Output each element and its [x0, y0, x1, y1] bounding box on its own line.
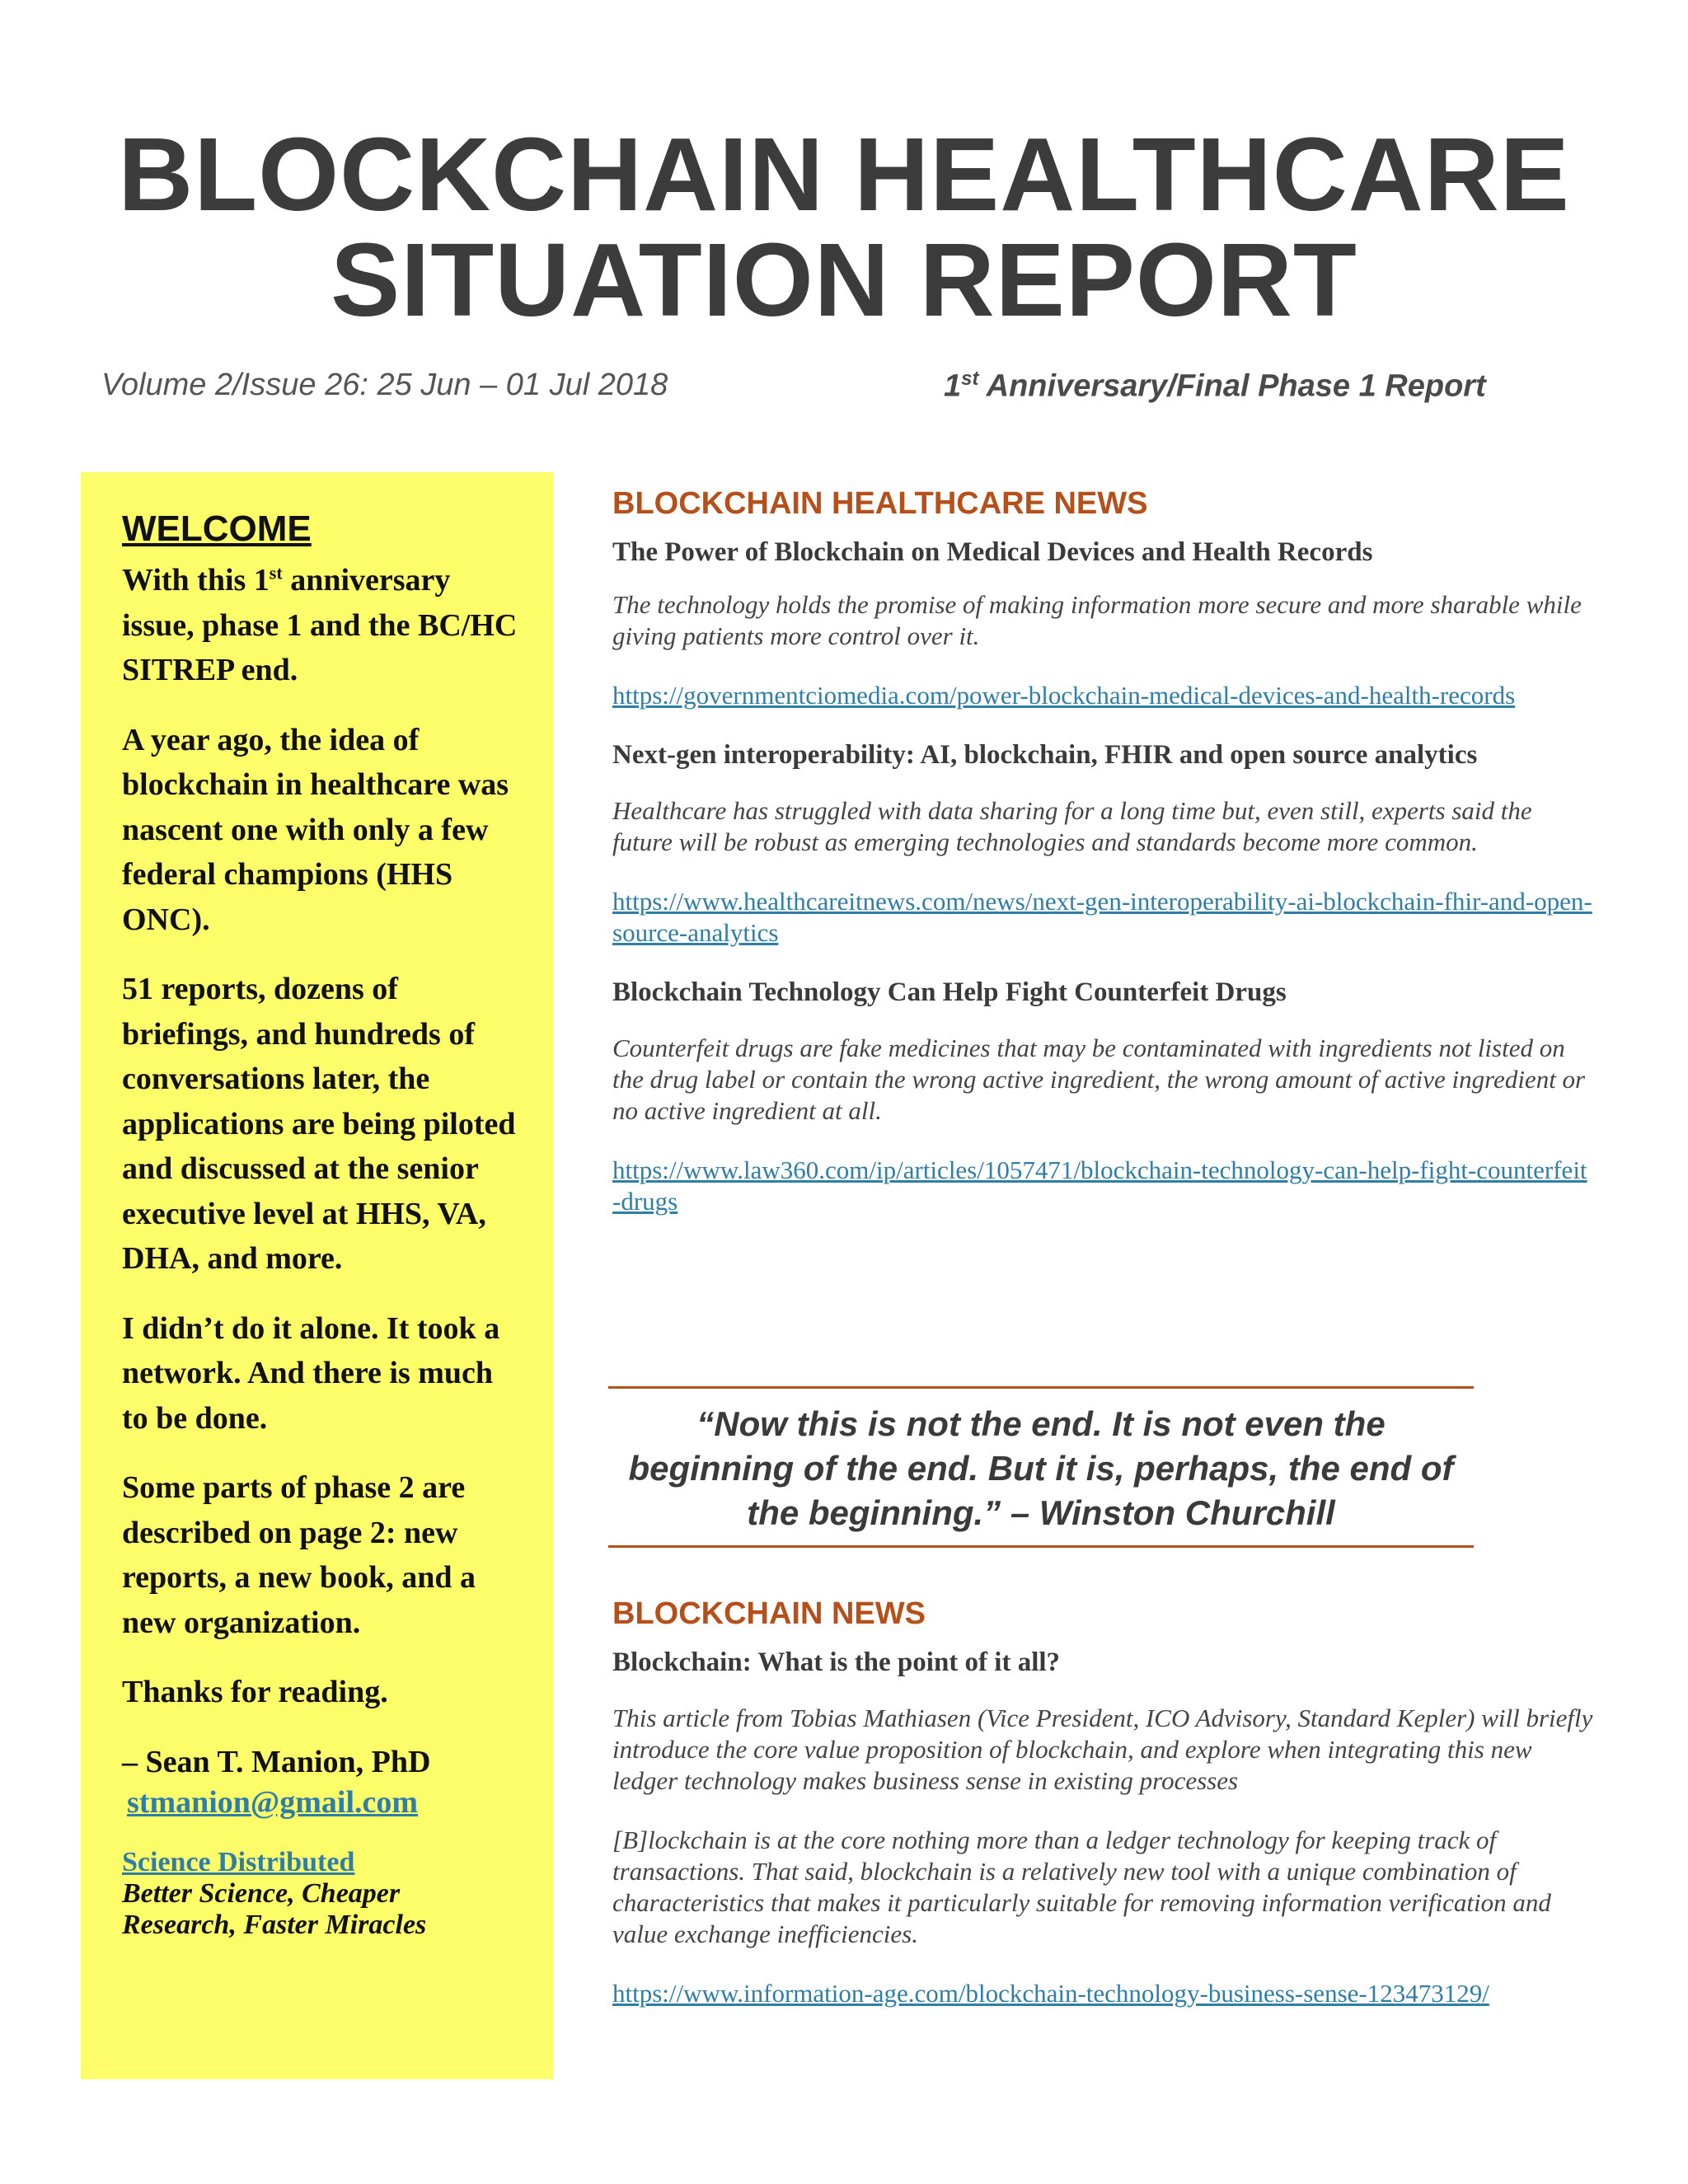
article-quote-excerpt: [B]lockchain is at the core nothing more than a ledger technology for keeping track of transactions. That said, blockchain is a relatively new tool with a unique combination of characteristics that makes it particularly suitable for removing information verification and value exchange inefficiencies.	[612, 1825, 1551, 1948]
welcome-p1-post: anniversary issue, phase 1 and the BC/HC SITREP end.	[122, 563, 518, 687]
article-link[interactable]: https://www.information-age.com/blockchain-technology-business-sense-123473129/	[612, 1979, 1489, 2008]
welcome-sidebar	[81, 472, 553, 2079]
healthcare-news-heading: BLOCKCHAIN HEALTHCARE NEWS	[612, 486, 1148, 521]
anniversary-line	[944, 368, 1486, 405]
welcome-heading: WELCOME	[122, 509, 312, 549]
blockchain-news-heading: BLOCKCHAIN NEWS	[612, 1596, 926, 1631]
article-title: Blockchain: What is the point of it all?	[612, 1647, 1061, 1677]
article-title: Blockchain Technology Can Help Fight Counterfeit Drugs	[612, 977, 1287, 1007]
anniversary-sup: st	[961, 368, 979, 390]
volume-issue-line: Volume 2/Issue 26: 25 Jun – 01 Jul 2018	[101, 368, 668, 402]
welcome-paragraph-4: I didn’t do it alone. It took a network. And there is much to be done.	[122, 1310, 500, 1436]
report-title	[0, 116, 1688, 338]
author-email-link[interactable]: stmanion@gmail.com	[127, 1785, 419, 1820]
article-title: Next-gen interoperability: AI, blockchain, FHIR and open source analytics	[612, 740, 1478, 770]
anniversary-rest: Anniversary/Final Phase 1 Report	[978, 368, 1486, 404]
welcome-paragraph-2: A year ago, the idea of blockchain in healthcare was nascent one with only a few federal champions (HHS ONC).	[122, 722, 509, 937]
article-link[interactable]: https://www.law360.com/ip/articles/1057471/blockchain-technology-can-help-fight-counterfeit-drugs	[612, 1155, 1587, 1216]
welcome-thanks: Thanks for reading.	[122, 1675, 388, 1709]
article-description: The technology holds the promise of making information more secure and more sharable while giving patients more control over it.	[612, 590, 1582, 650]
author-signature: – Sean T. Manion, PhD	[122, 1744, 431, 1779]
welcome-p1-pre: With this 1	[122, 563, 270, 598]
article-description: Healthcare has struggled with data sharing for a long time but, even still, experts said the future will be robust as emerging technologies and standards become more common.	[612, 796, 1532, 856]
article-description: This article from Tobias Mathiasen (Vice President, ICO Advisory, Standard Kepler) will briefly introduce the core value proposition of blockchain, and explore when integrating this new ledger technology makes business sense in existing processes	[612, 1704, 1593, 1795]
science-distributed-link[interactable]: Science Distributed	[122, 1847, 355, 1877]
article-description: Counterfeit drugs are fake medicines that may be contaminated with ingredients not listed on the drug label or contain the wrong active ingredient, the wrong amount of active ingredient or no active ingredient at all.	[612, 1033, 1586, 1125]
org-tagline: Better Science, Cheaper Research, Faster Miracles	[122, 1878, 427, 1940]
welcome-paragraph-1	[122, 558, 520, 693]
article-link[interactable]: https://www.healthcareitnews.com/news/next-gen-interoperability-ai-blockchain-fhir-and-open-source-analytics	[612, 887, 1592, 947]
blockchain-news-section	[612, 1596, 1593, 2037]
article-link[interactable]: https://governmentciomedia.com/power-blockchain-medical-devices-and-health-records	[612, 681, 1516, 710]
anniversary-ordinal: 1	[944, 368, 962, 404]
report-title-line-1: BLOCKCHAIN HEALTHCARE	[118, 116, 1570, 232]
welcome-p1-sup: st	[269, 562, 283, 583]
report-title-line-2: SITUATION REPORT	[331, 222, 1357, 338]
welcome-paragraph-3: 51 reports, dozens of briefings, and hundreds of conversations later, the applications are being piloted and discussed at the senior executive level at HHS, VA, DHA, and more.	[122, 972, 516, 1276]
churchill-quote: “Now this is not the end. It is not even the beginning of the end. But it is, perhaps, the end of the beginning.” – Winston Churchill	[608, 1386, 1474, 1548]
article-title: The Power of Blockchain on Medical Devices and Health Records	[612, 537, 1373, 567]
welcome-paragraph-5: Some parts of phase 2 are described on page 2: new reports, a new book, and a new organization.	[122, 1470, 476, 1640]
healthcare-news-section	[612, 486, 1593, 1245]
